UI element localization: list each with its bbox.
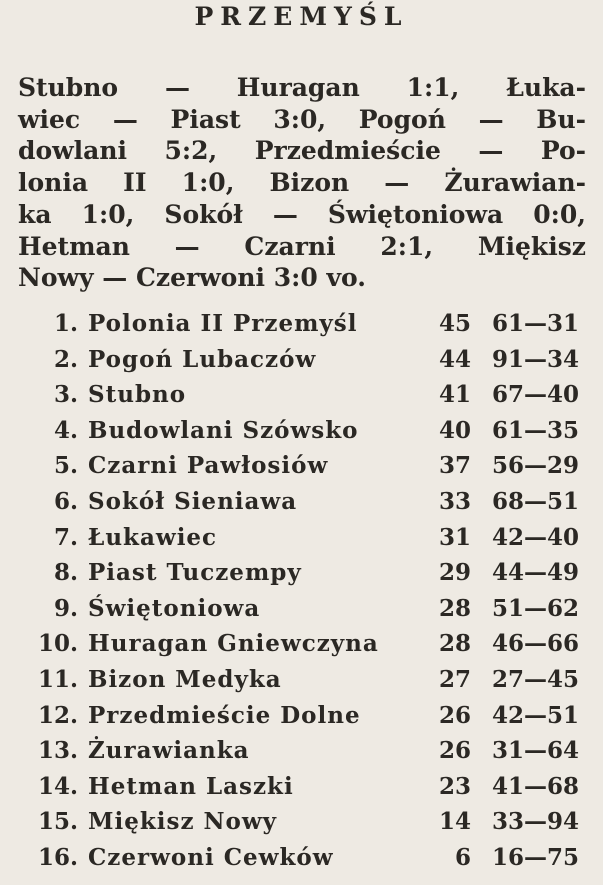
- points-cell: 26: [438, 737, 471, 765]
- points-cell: 45: [438, 310, 471, 337]
- team-name-cell: Polonia II Przemyśl: [88, 310, 358, 337]
- team-name-cell: Łukawiec: [88, 523, 218, 551]
- team-name-cell: Czerwoni Cewków: [88, 843, 334, 871]
- table-row: [0, 737, 603, 773]
- team-name-cell: Budowlani Szówsko: [88, 416, 359, 444]
- section-title: PRZEMYŚL: [194, 2, 409, 31]
- goals-cell: 31—64: [492, 737, 580, 765]
- position-cell: 11.: [37, 665, 78, 693]
- goals-cell: 46—66: [492, 630, 580, 658]
- goals-cell: 42—40: [492, 523, 580, 551]
- goals-cell: 33—94: [492, 808, 580, 836]
- team-name-cell: Czarni Pawłosiów: [88, 452, 329, 480]
- result-line: Stubno — Huragan 1:1, Łuka-: [18, 73, 586, 102]
- result-line: Hetman — Czarni 2:1, Miękisz: [18, 231, 586, 261]
- table-row: [0, 417, 603, 453]
- table-row: [0, 310, 603, 346]
- goals-cell: 51—62: [492, 594, 580, 622]
- goals-cell: 44—49: [492, 559, 580, 587]
- table-row: [0, 844, 603, 880]
- table-row: [0, 452, 603, 488]
- team-name-cell: Sokół Sieniawa: [88, 487, 298, 515]
- team-name-cell: Stubno: [88, 381, 187, 409]
- goals-cell: 67—40: [492, 381, 580, 409]
- goals-cell: 42—51: [492, 701, 580, 729]
- league-standings-table: [0, 310, 603, 880]
- position-cell: 13.: [37, 737, 78, 765]
- goals-cell: 68—51: [492, 487, 580, 515]
- result-line: lonia II 1:0, Bizon — Żurawian-: [18, 168, 586, 198]
- position-cell: 5.: [53, 452, 78, 480]
- table-row: [0, 666, 603, 702]
- team-name-cell: Świętoniowa: [88, 594, 261, 622]
- position-cell: 3.: [53, 381, 78, 409]
- table-row: [0, 773, 603, 809]
- table-row: [0, 595, 603, 631]
- team-name-cell: Miękisz Nowy: [88, 808, 278, 836]
- result-line: ka 1:0, Sokół — Świętoniowa 0:0,: [18, 199, 586, 229]
- position-cell: 7.: [53, 523, 78, 551]
- team-name-cell: Bizon Medyka: [88, 665, 282, 693]
- position-cell: 14.: [37, 772, 78, 800]
- team-name-cell: Hetman Laszki: [88, 772, 294, 800]
- points-cell: 6: [454, 843, 471, 871]
- points-cell: 23: [438, 772, 471, 800]
- points-cell: 33: [438, 487, 471, 515]
- points-cell: 26: [438, 701, 471, 729]
- table-row: [0, 346, 603, 382]
- team-name-cell: Pogoń Lubaczów: [88, 345, 317, 373]
- goals-cell: 91—34: [492, 345, 580, 373]
- goals-cell: 61—31: [492, 310, 580, 337]
- points-cell: 41: [438, 381, 471, 409]
- team-name-cell: Huragan Gniewczyna: [88, 630, 379, 658]
- points-cell: 40: [438, 416, 471, 444]
- match-results-paragraph: [18, 72, 586, 294]
- points-cell: 27: [438, 665, 471, 693]
- position-cell: 4.: [53, 416, 78, 444]
- table-row: [0, 488, 603, 524]
- table-row: [0, 524, 603, 560]
- position-cell: 6.: [53, 487, 78, 515]
- position-cell: 1.: [53, 310, 78, 337]
- position-cell: 10.: [37, 630, 78, 658]
- table-row: [0, 702, 603, 738]
- points-cell: 29: [438, 559, 471, 587]
- position-cell: 16.: [37, 843, 78, 871]
- goals-cell: 61—35: [492, 416, 580, 444]
- team-name-cell: Żurawianka: [88, 737, 250, 765]
- points-cell: 28: [438, 594, 471, 622]
- points-cell: 14: [438, 808, 471, 836]
- points-cell: 37: [438, 452, 471, 480]
- team-name-cell: Przedmieście Dolne: [88, 701, 361, 729]
- table-row: [0, 630, 603, 666]
- team-name-cell: Piast Tuczempy: [88, 559, 302, 587]
- table-row: [0, 559, 603, 595]
- result-line: wiec — Piast 3:0, Pogoń — Bu-: [18, 104, 586, 134]
- position-cell: 8.: [53, 559, 78, 587]
- goals-cell: 41—68: [492, 772, 580, 800]
- result-line: dowlani 5:2, Przedmieście — Po-: [18, 136, 586, 166]
- table-row: [0, 381, 603, 417]
- goals-cell: 27—45: [492, 665, 580, 693]
- goals-cell: 16—75: [492, 843, 580, 871]
- position-cell: 15.: [37, 808, 78, 836]
- goals-cell: 56—29: [492, 452, 580, 480]
- position-cell: 2.: [53, 345, 78, 373]
- position-cell: 9.: [53, 594, 78, 622]
- points-cell: 31: [438, 523, 471, 551]
- points-cell: 44: [438, 345, 471, 373]
- points-cell: 28: [438, 630, 471, 658]
- position-cell: 12.: [37, 701, 78, 729]
- table-row: [0, 808, 603, 844]
- result-line: Nowy — Czerwoni 3:0 vo.: [18, 263, 366, 293]
